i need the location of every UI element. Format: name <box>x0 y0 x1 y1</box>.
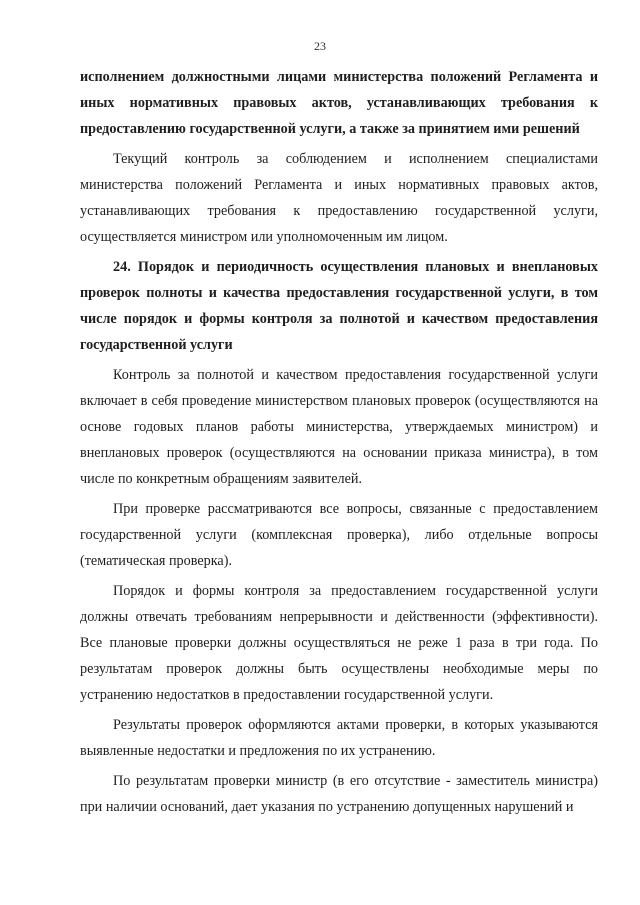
page-number: 23 <box>314 39 326 53</box>
paragraph-minister-instructions: По результатам проверки министр (в его отсутствие - заместитель министра) при наличии оснований, дает указания по устранению допущенных нарушений и <box>80 773 598 815</box>
paragraph-inspection-results: Результаты проверок оформляются актами проверки, в которых указываются выявленные недостатки и предложения по их устранению. <box>80 717 598 759</box>
document-body <box>80 64 598 820</box>
paragraph-inspection-scope: При проверке рассматриваются все вопросы, связанные с предоставлением государственной услуги (комплексная проверка), либо отдельные вопросы (тематическая проверка). <box>80 501 598 569</box>
section-heading-continued: исполнением должностными лицами министерства положений Регламента и иных нормативных правовых актов, устанавливающих требования к предоставлению государственной услуги, а также за принятием ими решений <box>80 69 598 137</box>
paragraph-control-forms: Порядок и формы контроля за предоставлением государственной услуги должны отвечать требованиям непрерывности и действенности (эффективности). Все плановые проверки должны осуществляться не реже 1 раза в три года. По результатам проверок должны быть осуществлены необходимые меры по устранению недостатков в предоставлении государственной услуги. <box>80 583 598 703</box>
paragraph-control-includes: Контроль за полнотой и качеством предоставления государственной услуги включает в себя проведение министерством плановых проверок (осуществляются на основе годовых планов работы министерства, утверждаемых министром) и внеплановых проверок (осуществляются на основании приказа министра), в том числе по конкретным обращениям заявителей. <box>80 367 598 487</box>
paragraph-current-control: Текущий контроль за соблюдением и исполнением специалистами министерства положений Регламента и иных нормативных правовых актов, устанавливающих требования к предоставлению государственной услуги, осуществляется министром или уполномоченным им лицом. <box>80 151 598 245</box>
section-heading-24: 24. Порядок и периодичность осуществления плановых и внеплановых проверок полноты и качества предоставления государственной услуги, в том числе порядок и формы контроля за полнотой и качеством предоставления государственной услуги <box>80 259 598 353</box>
